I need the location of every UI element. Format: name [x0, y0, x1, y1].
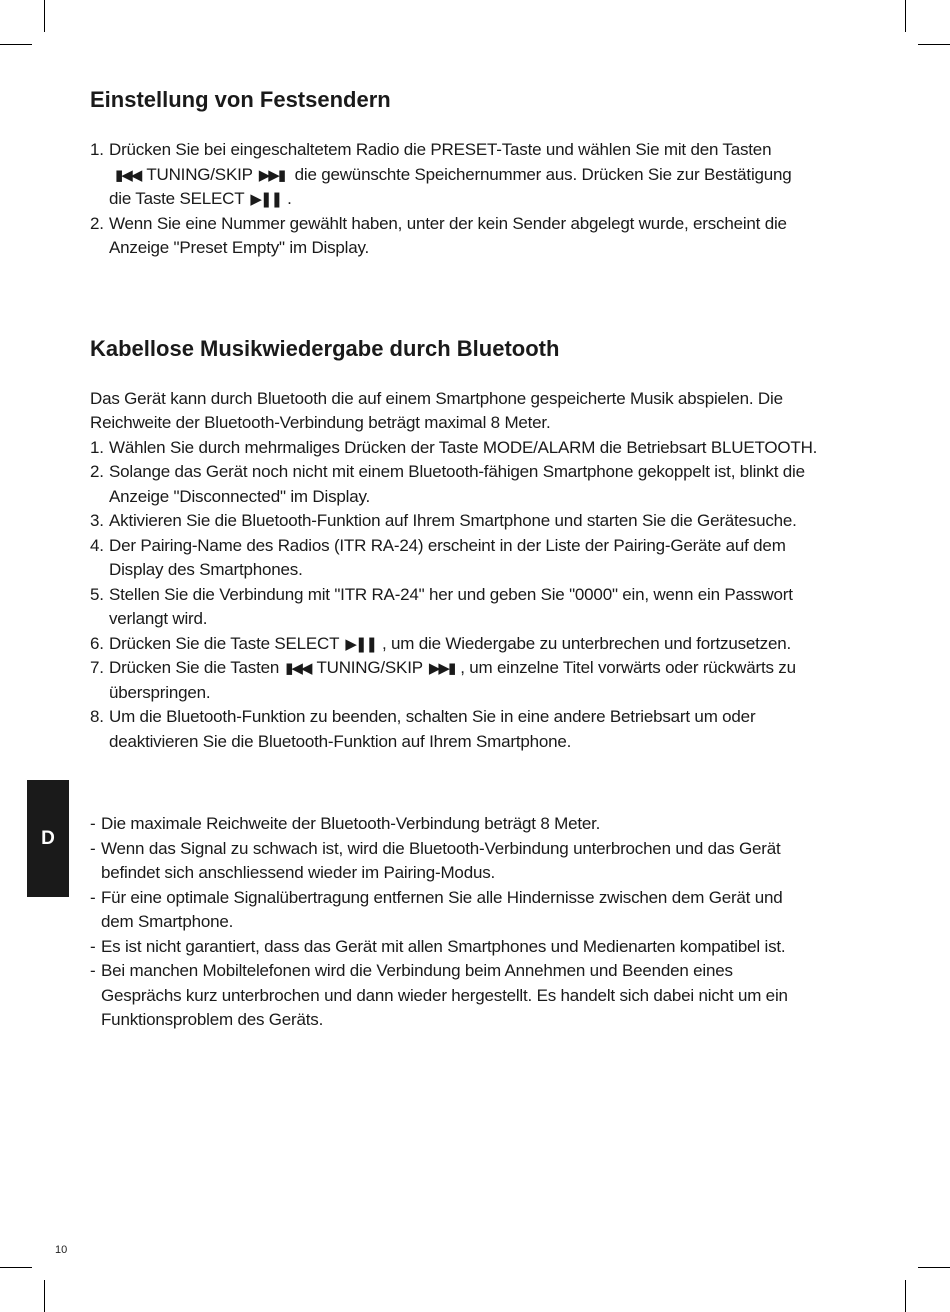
note-dash: -: [90, 887, 96, 907]
step-text-run: Aktivieren Sie die Bluetooth-Funktion auf Ihrem Smartphone und starten Sie die Gerätesuche.: [109, 511, 797, 530]
language-tab: D: [27, 780, 69, 897]
step-text-run: deaktivieren Sie die Bluetooth-Funktion auf Ihrem Smartphone.: [109, 731, 572, 751]
skip-back-icon: ▮◀◀: [285, 659, 311, 677]
step-number: 7.: [90, 658, 104, 677]
note-item: [90, 886, 870, 935]
crop-mark: [918, 44, 950, 45]
step-text: [109, 585, 793, 629]
step-text-run: überspringen.: [109, 682, 211, 702]
note-text: dem Smartphone.: [101, 912, 234, 931]
step-item: [90, 138, 870, 212]
step-number: 2.: [90, 462, 104, 481]
step-text-run: Drücken Sie die Tasten: [109, 658, 280, 677]
section-heading-presets: Einstellung von Festsendern: [90, 87, 391, 112]
intro-line: Das Gerät kann durch Bluetooth die auf einem Smartphone gespeicherte Musik abspielen. Die: [90, 388, 783, 408]
note-text: Funktionsproblem des Geräts.: [101, 1010, 324, 1029]
step-text: [109, 462, 805, 506]
note-dash: -: [90, 838, 96, 858]
play-pause-icon: ▶❚❚: [345, 634, 376, 653]
crop-mark: [44, 1280, 45, 1312]
note-dash: -: [90, 936, 96, 956]
step-item: [90, 632, 870, 657]
note-text: Bei manchen Mobiltelefonen wird die Verbindung beim Annehmen und Beenden eines: [101, 961, 733, 980]
step-text: [109, 634, 791, 653]
intro-line: Reichweite der Bluetooth-Verbindung beträgt maximal 8 Meter.: [90, 413, 551, 432]
step-item: [90, 460, 870, 509]
crop-mark: [0, 1267, 32, 1268]
step-item: [90, 705, 870, 754]
note-item: [90, 837, 870, 886]
step-item: [90, 436, 870, 461]
note-item: [90, 959, 870, 1033]
step-text-run: , um die Wiedergabe zu unterbrechen und fortzusetzen.: [382, 633, 791, 653]
bluetooth-notes-list: [90, 812, 870, 1033]
step-text-run: die Taste SELECT: [109, 189, 245, 208]
step-text-run: Wählen Sie durch mehrmaliges Drücken der Taste MODE/ALARM die Betriebsart BLUETOOTH.: [109, 437, 818, 457]
step-text-run: verlangt wird.: [109, 609, 208, 628]
step-text-run: Um die Bluetooth-Funktion zu beenden, schalten Sie in eine andere Betriebsart um oder: [109, 707, 756, 726]
step-text-run: Solange das Gerät noch nicht mit einem Bluetooth-fähigen Smartphone gekoppelt ist, blinkt die: [109, 462, 805, 481]
note-text: Gesprächs kurz unterbrochen und dann wieder hergestellt. Es handelt sich dabei nicht um ein: [101, 985, 788, 1005]
step-text-run: TUNING/SKIP: [316, 658, 423, 677]
step-text-run: Wenn Sie eine Nummer gewählt haben, unter der kein Sender abgelegt wurde, erscheint die: [109, 213, 787, 233]
note-dash: -: [90, 961, 96, 980]
step-number: 2.: [90, 213, 104, 233]
note-text: Für eine optimale Signalübertragung entfernen Sie alle Hindernisse zwischen dem Gerät und: [101, 887, 783, 907]
note-dash: -: [90, 814, 96, 833]
step-text-run: Drücken Sie bei eingeschaltetem Radio die PRESET-Taste und wählen Sie mit den Tasten: [109, 140, 772, 159]
page-number: 10: [55, 1244, 68, 1256]
step-item: [90, 583, 870, 632]
step-item: [90, 509, 870, 534]
skip-forward-icon: ▶▶▮: [258, 165, 285, 184]
crop-mark: [905, 0, 906, 32]
note-text: Die maximale Reichweite der Bluetooth-Verbindung beträgt 8 Meter.: [101, 814, 601, 833]
step-text: [109, 214, 787, 258]
step-item: [90, 534, 870, 583]
crop-mark: [905, 1280, 906, 1312]
step-text: [109, 140, 792, 208]
step-text: [109, 511, 797, 530]
note-item: [90, 812, 870, 837]
step-text-run: , um einzelne Titel vorwärts oder rückwärts zu: [460, 658, 796, 677]
step-text-run: TUNING/SKIP: [146, 164, 253, 184]
crop-mark: [44, 0, 45, 32]
crop-mark: [918, 1267, 950, 1268]
step-text-run: die gewünschte Speichernummer aus. Drücken Sie zur Bestätigung: [290, 164, 792, 184]
step-text: [109, 707, 755, 751]
note-text: befindet sich anschliessend wieder im Pairing-Modus.: [101, 863, 496, 882]
step-text: [109, 536, 786, 580]
skip-forward-icon: ▶▶▮: [428, 659, 455, 677]
step-item: [90, 656, 870, 705]
step-text: [109, 438, 817, 457]
step-number: 3.: [90, 511, 104, 530]
page-content: [90, 84, 870, 1033]
play-pause-icon: ▶❚❚: [250, 190, 282, 208]
step-number: 1.: [90, 437, 104, 457]
note-text: Es ist nicht garantiert, dass das Gerät mit allen Smartphones und Medienarten kompatibel ist.: [101, 936, 786, 956]
note-text: Wenn das Signal zu schwach ist, wird die Bluetooth-Verbindung unterbrochen und das Gerät: [101, 838, 781, 858]
note-item: [90, 935, 870, 960]
step-text-run: Der Pairing-Name des Radios (ITR RA-24) erscheint in der Liste der Pairing-Geräte auf dem: [109, 535, 786, 555]
bluetooth-intro: [90, 387, 870, 436]
step-text-run: Stellen Sie die Verbindung mit "ITR RA-24" her und geben Sie "0000" ein, wenn ein Passwort: [109, 584, 793, 604]
step-number: 1.: [90, 140, 104, 159]
section-heading-bluetooth: Kabellose Musikwiedergabe durch Bluetooth: [90, 335, 560, 361]
step-item: [90, 212, 870, 261]
step-number: 4.: [90, 535, 104, 555]
step-text-run: Drücken Sie die Taste SELECT: [109, 633, 340, 653]
crop-mark: [0, 44, 32, 45]
skip-back-icon: ▮◀◀: [115, 165, 141, 184]
step-text: [109, 658, 796, 702]
step-number: 5.: [90, 584, 104, 604]
preset-steps-list: [90, 138, 870, 261]
step-text-run: Anzeige "Disconnected" im Display.: [109, 486, 371, 506]
step-text-run: Display des Smartphones.: [109, 560, 303, 579]
step-text-run: .: [287, 189, 292, 208]
step-number: 8.: [90, 707, 104, 726]
step-text-run: Anzeige "Preset Empty" im Display.: [109, 238, 370, 257]
step-number: 6.: [90, 633, 104, 653]
bluetooth-steps-list: [90, 436, 870, 755]
